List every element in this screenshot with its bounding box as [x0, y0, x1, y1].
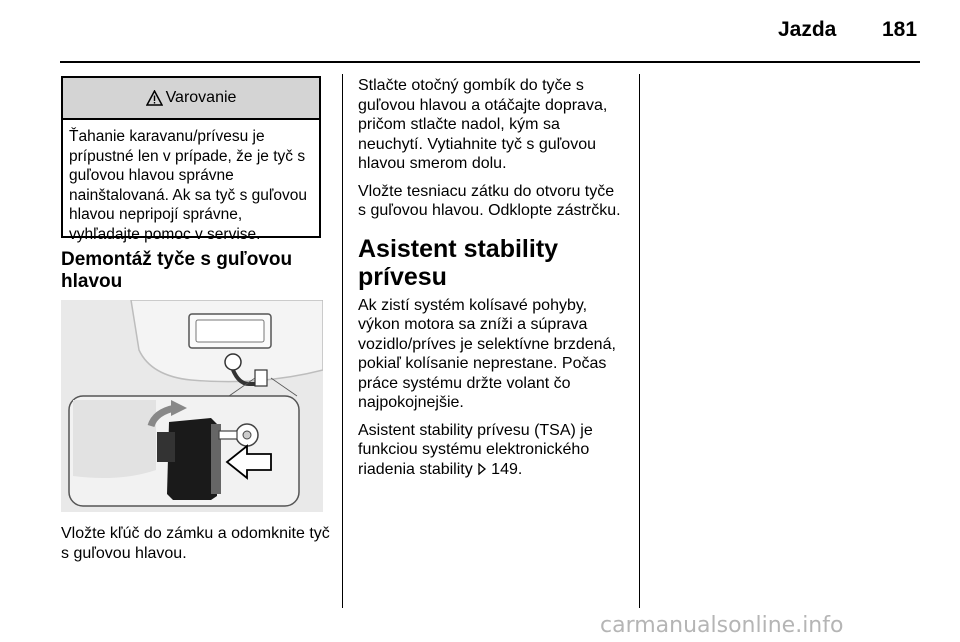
tsa-paragraph-1: Ak zistí systém kolísavé pohyby, výkon motora sa zníži a súprava vozidlo/príves je selektívne brzdená, pokiaľ kolísanie neprestane. Počas práce systému držte volant čo najpokojnejšie.	[358, 296, 616, 411]
page-reference-icon	[477, 463, 487, 475]
page-number: 181	[882, 18, 918, 41]
warning-box	[61, 76, 321, 243]
tsa-section-heading: Asistent stability prívesu	[358, 234, 559, 291]
column-divider-1	[342, 74, 343, 608]
running-header-section: Jazda	[778, 18, 837, 41]
instruction-paragraph-1: Stlačte otočný gombík do tyče s guľovou hlavou a otáčajte doprava, pričom stlačte nadol, kým sa neuchytí. Vytiahnite tyč s guľovou hlavou smerom dolu.	[358, 77, 608, 172]
illustration-caption: Vložte kľúč do zámku a odomknite tyč s guľovou hlavou.	[61, 525, 330, 562]
watermark-text: carmanualsonline.info	[600, 613, 844, 638]
column-divider-2	[639, 74, 640, 608]
page-reference-link[interactable]: 149.	[491, 460, 523, 478]
header-divider	[60, 61, 920, 63]
warning-triangle-icon	[146, 90, 163, 106]
right-column	[358, 76, 630, 487]
warning-text: Ťahanie karavanu/prívesu je prípustné len v prípade, že je tyč s guľovou hlavou správne nainštalovaná. Ak sa tyč s guľovou hlavou nepripojí správne, vyhľadajte pomoc v servise.	[69, 128, 308, 243]
tsa-paragraph-2	[358, 421, 630, 480]
warning-title: Varovanie	[165, 89, 237, 106]
towbar-illustration	[61, 300, 323, 512]
warning-header	[63, 78, 319, 120]
tsa-paragraph-2-text: Asistent stability prívesu (TSA) je funkciou systému elektronického riadenia stability	[358, 421, 593, 478]
instruction-paragraph-2: Vložte tesniacu zátku do otvoru tyče s guľovou hlavou. Odklopte zástrčku.	[358, 182, 621, 219]
removal-heading: Demontáž tyče s guľovou hlavou	[61, 249, 293, 292]
